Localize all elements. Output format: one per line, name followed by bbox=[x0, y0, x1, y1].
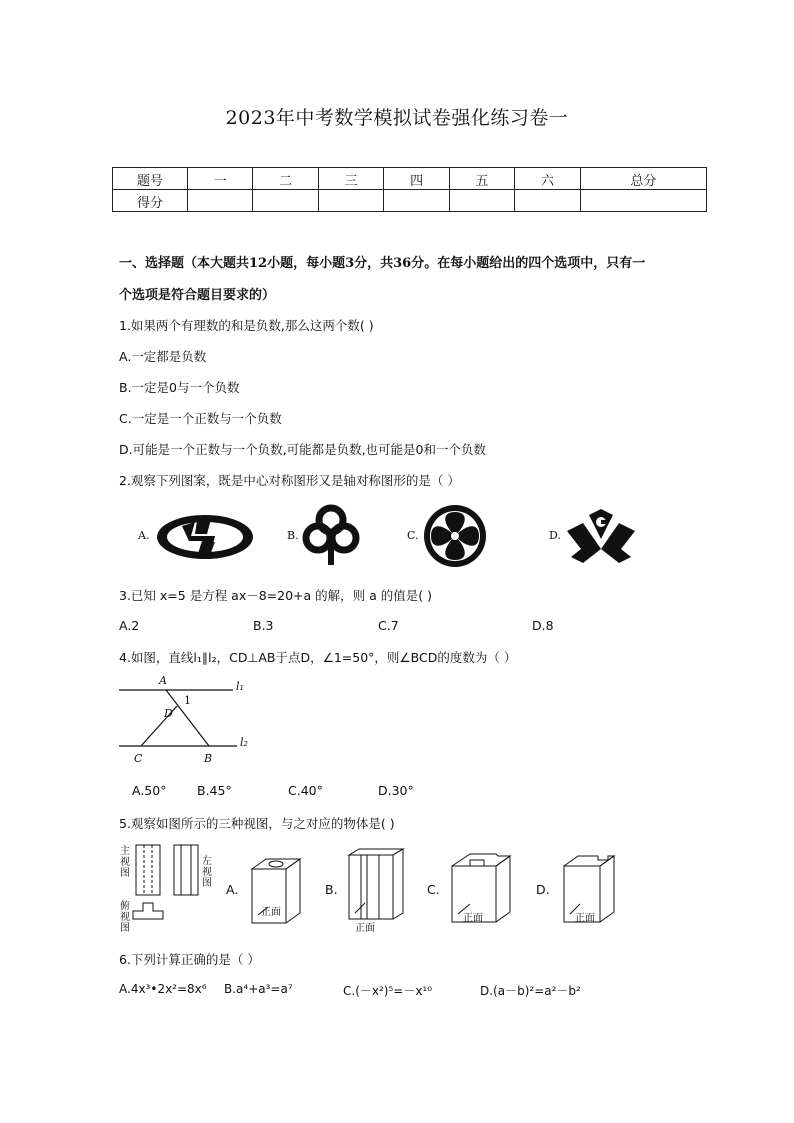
q3-option-b[interactable]: B.3 bbox=[253, 618, 274, 633]
bank-logo-icon bbox=[565, 509, 637, 565]
q4-label-angle-1: 1 bbox=[184, 694, 191, 707]
score-input-cell[interactable] bbox=[318, 190, 383, 212]
q2-label-b: B. bbox=[287, 529, 299, 542]
score-input-cell[interactable] bbox=[253, 190, 318, 212]
left-view-label: 左视图 bbox=[202, 856, 212, 889]
solid-b-figure bbox=[343, 845, 409, 933]
q5-stem: 5.观察如图所示的三种视图，与之对应的物体是( ) bbox=[119, 816, 395, 831]
q3-option-d[interactable]: D.8 bbox=[532, 618, 554, 633]
q1-option-d[interactable]: D.可能是一个正数与一个负数,可能都是负数,也可能是0和一个负数 bbox=[119, 442, 486, 457]
score-cell: 二 bbox=[253, 168, 318, 190]
q4-option-c[interactable]: C.40° bbox=[288, 783, 323, 798]
score-input-cell[interactable] bbox=[515, 190, 580, 212]
q6-stem: 6.下列计算正确的是（ ） bbox=[119, 952, 260, 967]
score-cell: 总分 bbox=[580, 168, 706, 190]
q5-label-c[interactable]: C. bbox=[427, 882, 440, 897]
q4-option-d[interactable]: D.30° bbox=[378, 783, 414, 798]
score-cell: 六 bbox=[515, 168, 580, 190]
q5-label-b[interactable]: B. bbox=[325, 882, 338, 897]
q2-stem: 2.观察下列图案，既是中心对称图形又是轴对称图形的是（ ） bbox=[119, 473, 460, 488]
q2-label-c: C. bbox=[407, 529, 419, 542]
q6-option-c[interactable]: C.(－x²)⁵=－x¹⁰ bbox=[343, 984, 433, 998]
q5-label-a[interactable]: A. bbox=[226, 882, 239, 897]
score-input-cell[interactable] bbox=[449, 190, 514, 212]
q4-label-l1: l₁ bbox=[236, 680, 244, 693]
q6-option-d[interactable]: D.(a－b)²=a²－b² bbox=[480, 984, 581, 998]
section-heading: 一、选择题（本大题共12小题，每小题3分，共36分。在每小题给出的四个选项中，只有一 bbox=[119, 256, 646, 271]
score-cell: 五 bbox=[449, 168, 514, 190]
score-table bbox=[112, 167, 707, 212]
q4-label-c: C bbox=[134, 752, 143, 765]
q2-label-a: A. bbox=[138, 529, 150, 542]
q4-label-l2: l₂ bbox=[240, 736, 248, 749]
q4-label-b: B bbox=[204, 752, 213, 765]
front-label-c: 正面 bbox=[463, 913, 483, 924]
q4-stem: 4.如图，直线l₁∥l₂，CD⊥AB于点D，∠1=50°，则∠BCD的度数为（ ） bbox=[119, 650, 517, 665]
q4-option-b[interactable]: B.45° bbox=[197, 783, 232, 798]
q3-option-c[interactable]: C.7 bbox=[378, 618, 399, 633]
q3-option-a[interactable]: A.2 bbox=[119, 618, 140, 633]
main-view-label: 主视图 bbox=[120, 846, 130, 879]
front-label-b: 正面 bbox=[355, 923, 375, 934]
score-cell: 一 bbox=[188, 168, 253, 190]
score-input-cell[interactable] bbox=[384, 190, 449, 212]
hyundai-logo-icon bbox=[155, 512, 255, 562]
score-table-score-row bbox=[113, 190, 707, 212]
score-cell: 四 bbox=[384, 168, 449, 190]
top-view-label: 俯视图 bbox=[120, 901, 130, 934]
score-cell: 得分 bbox=[113, 190, 188, 212]
section-heading-cont: 个选项是符合题目要求的） bbox=[119, 288, 276, 303]
score-table-header-row bbox=[113, 168, 707, 190]
q1-option-b[interactable]: B.一定是0与一个负数 bbox=[119, 380, 240, 395]
score-input-cell[interactable] bbox=[188, 190, 253, 212]
front-label-a: 正面 bbox=[261, 907, 281, 918]
q2-label-d: D. bbox=[549, 529, 561, 542]
front-label-d: 正面 bbox=[575, 913, 595, 924]
score-cell: 题号 bbox=[113, 168, 188, 190]
q4-label-a: A bbox=[159, 674, 167, 687]
q1-option-c[interactable]: C.一定是一个正数与一个负数 bbox=[119, 411, 282, 426]
q4-option-a[interactable]: A.50° bbox=[132, 783, 167, 798]
clover-icon bbox=[300, 505, 362, 567]
q4-label-d: D bbox=[164, 707, 173, 720]
four-petal-icon bbox=[422, 503, 488, 569]
q6-option-b[interactable]: B.a⁴+a³=a⁷ bbox=[224, 982, 293, 996]
page-title: 2023年中考数学模拟试卷强化练习卷一 bbox=[225, 107, 569, 129]
q6-option-a[interactable]: A.4x³•2x²=8x⁶ bbox=[119, 982, 207, 996]
score-cell: 三 bbox=[318, 168, 383, 190]
q5-label-d[interactable]: D. bbox=[536, 882, 550, 897]
score-input-cell[interactable] bbox=[580, 190, 706, 212]
q3-stem: 3.已知 x=5 是方程 ax－8=20+a 的解，则 a 的值是( ) bbox=[119, 588, 433, 603]
q1-stem: 1.如果两个有理数的和是负数,那么这两个数( ) bbox=[119, 318, 374, 333]
q1-option-a[interactable]: A.一定都是负数 bbox=[119, 349, 207, 364]
